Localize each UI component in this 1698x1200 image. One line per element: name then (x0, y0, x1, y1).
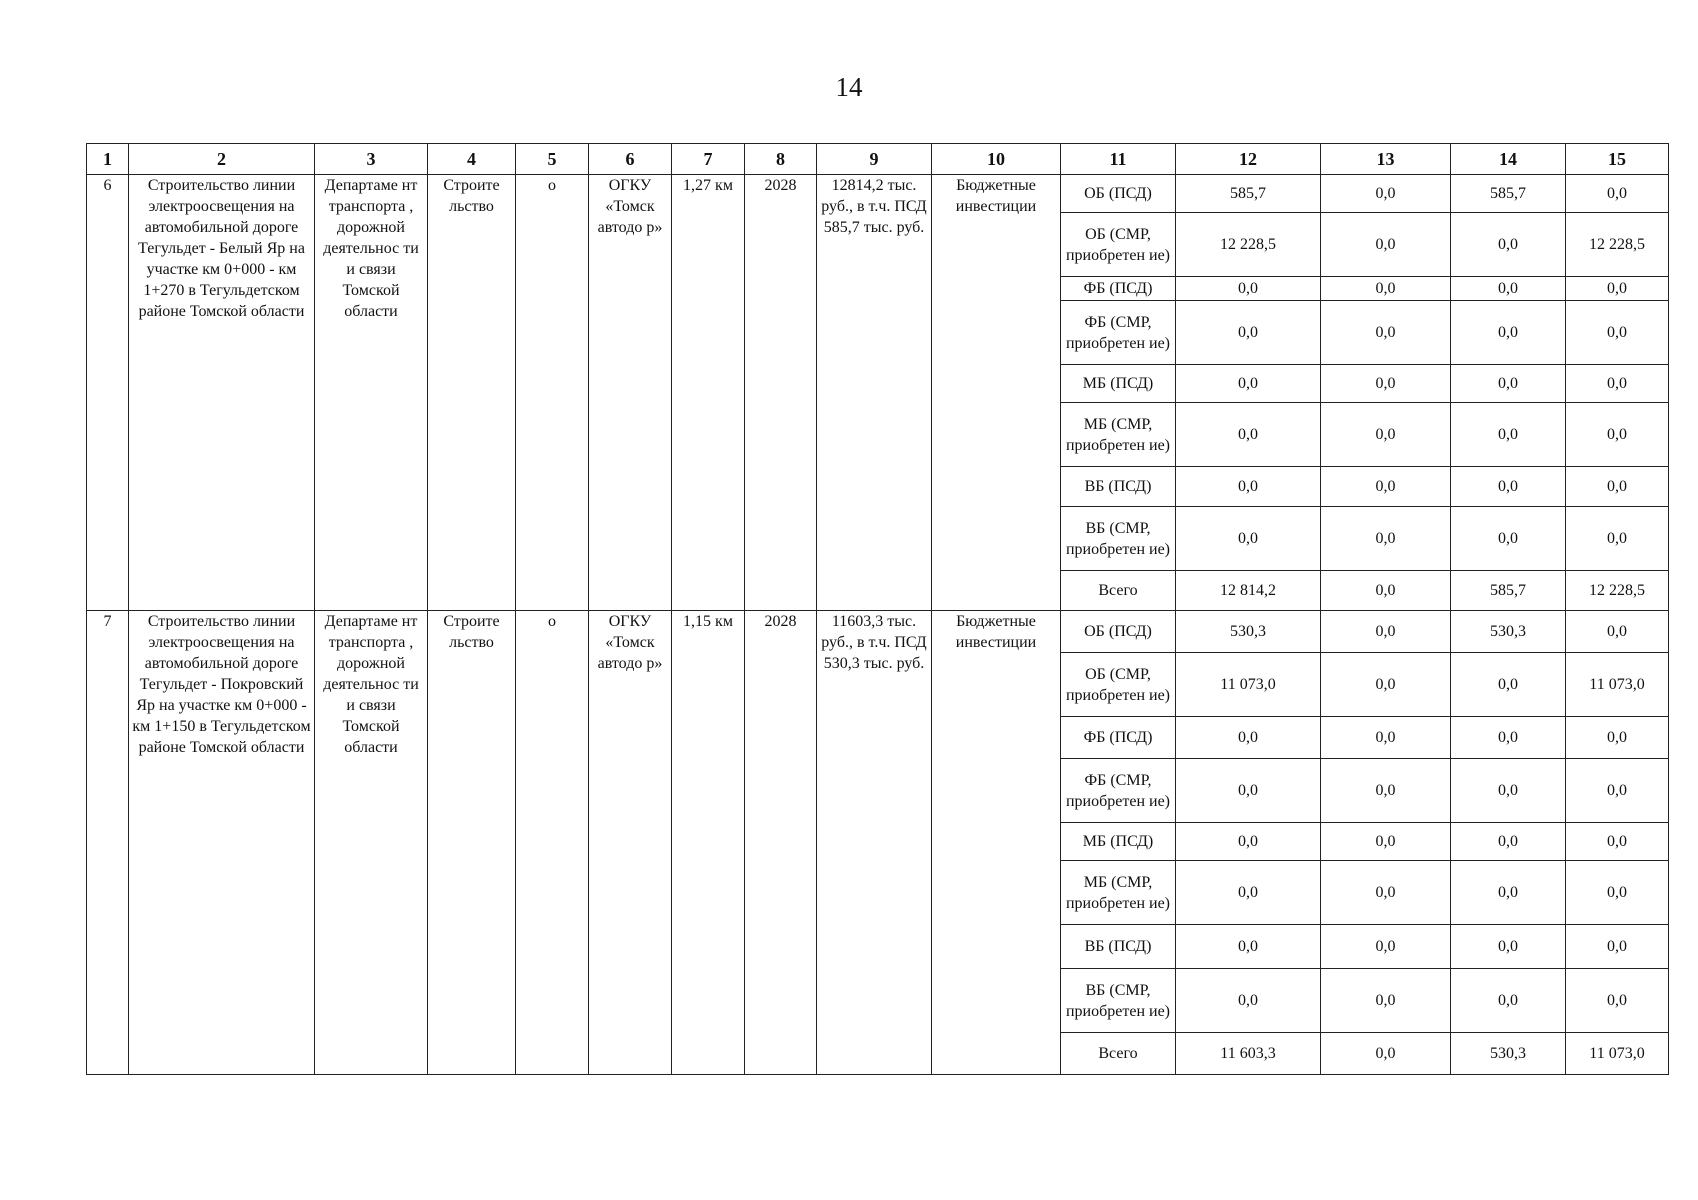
value-col13-cell: 0,0 (1321, 1033, 1451, 1075)
value-col15-cell: 0,0 (1566, 611, 1669, 653)
department-cell: Департаме нт транспорта , дорожной деятельнос ти и связи Томской области (315, 175, 428, 611)
value-col12-cell: 530,3 (1176, 611, 1321, 653)
source-label-cell: ОБ (СМР, приобретен ие) (1061, 213, 1176, 277)
object-name-cell: Строительство линии электроосвещения на автомобильной дороге Тегульдет - Белый Яр на участке км 0+000 - км 1+270 в Тегульдетском районе Томской области (129, 175, 315, 611)
value-col12-cell: 0,0 (1176, 861, 1321, 925)
value-col14-cell: 0,0 (1451, 823, 1566, 861)
financing-form-cell: Бюджетные инвестиции (932, 611, 1061, 1075)
header-cell: 14 (1451, 144, 1566, 175)
header-cell: 12 (1176, 144, 1321, 175)
value-col15-cell: 0,0 (1566, 277, 1669, 301)
value-col14-cell: 530,3 (1451, 1033, 1566, 1075)
header-row (87, 144, 1669, 175)
value-col14-cell: 0,0 (1451, 861, 1566, 925)
value-col15-cell: 12 228,5 (1566, 571, 1669, 611)
cost-cell: 12814,2 тыс. руб., в т.ч. ПСД 585,7 тыс. руб. (817, 175, 932, 611)
value-col13-cell: 0,0 (1321, 571, 1451, 611)
value-col14-cell: 0,0 (1451, 403, 1566, 467)
row-number-cell: 7 (87, 611, 129, 1075)
value-col14-cell: 0,0 (1451, 925, 1566, 969)
value-col15-cell: 0,0 (1566, 507, 1669, 571)
value-col13-cell: 0,0 (1321, 759, 1451, 823)
value-col15-cell: 11 073,0 (1566, 1033, 1669, 1075)
header-cell: 6 (589, 144, 672, 175)
table-row (87, 175, 1669, 213)
row-number-cell: 6 (87, 175, 129, 611)
source-label-cell: ВБ (ПСД) (1061, 467, 1176, 507)
source-label-cell: МБ (ПСД) (1061, 823, 1176, 861)
value-col15-cell: 0,0 (1566, 717, 1669, 759)
value-col14-cell: 0,0 (1451, 969, 1566, 1033)
value-col14-cell: 0,0 (1451, 507, 1566, 571)
source-label-cell: МБ (ПСД) (1061, 365, 1176, 403)
source-label-cell: МБ (СМР, приобретен ие) (1061, 403, 1176, 467)
table-header (87, 144, 1669, 175)
customer-cell: ОГКУ «Томск автодо р» (589, 175, 672, 611)
value-col12-cell: 0,0 (1176, 925, 1321, 969)
source-label-cell: ФБ (ПСД) (1061, 717, 1176, 759)
value-col13-cell: 0,0 (1321, 301, 1451, 365)
source-label-cell: МБ (СМР, приобретен ие) (1061, 861, 1176, 925)
source-label-cell: ФБ (СМР, приобретен ие) (1061, 759, 1176, 823)
value-col13-cell: 0,0 (1321, 213, 1451, 277)
value-col14-cell: 585,7 (1451, 175, 1566, 213)
value-col15-cell: 11 073,0 (1566, 653, 1669, 717)
table-row (87, 611, 1669, 653)
header-cell: 15 (1566, 144, 1669, 175)
value-col14-cell: 0,0 (1451, 653, 1566, 717)
value-col12-cell: 0,0 (1176, 277, 1321, 301)
value-col13-cell: 0,0 (1321, 611, 1451, 653)
source-label-cell: ВБ (СМР, приобретен ие) (1061, 507, 1176, 571)
year-cell: 2028 (745, 611, 817, 1075)
value-col12-cell: 0,0 (1176, 301, 1321, 365)
value-col12-cell: 0,0 (1176, 823, 1321, 861)
source-label-cell: Всего (1061, 1033, 1176, 1075)
header-cell: 10 (932, 144, 1061, 175)
value-col13-cell: 0,0 (1321, 717, 1451, 759)
value-col15-cell: 0,0 (1566, 925, 1669, 969)
source-label-cell: ОБ (СМР, приобретен ие) (1061, 653, 1176, 717)
value-col15-cell: 0,0 (1566, 467, 1669, 507)
length-cell: 1,27 км (672, 175, 745, 611)
value-col13-cell: 0,0 (1321, 467, 1451, 507)
header-cell: 9 (817, 144, 932, 175)
value-col14-cell: 530,3 (1451, 611, 1566, 653)
value-col14-cell: 0,0 (1451, 213, 1566, 277)
investment-table (86, 143, 1669, 1075)
value-col14-cell: 0,0 (1451, 365, 1566, 403)
value-col15-cell: 0,0 (1566, 175, 1669, 213)
value-col15-cell: 0,0 (1566, 861, 1669, 925)
object-name-cell: Строительство линии электроосвещения на автомобильной дороге Тегульдет - Покровский Яр на участке км 0+000 - км 1+150 в Тегульдетском районе Томской области (129, 611, 315, 1075)
value-col12-cell: 11 073,0 (1176, 653, 1321, 717)
table-body (87, 175, 1669, 1075)
value-col15-cell: 0,0 (1566, 759, 1669, 823)
value-col13-cell: 0,0 (1321, 861, 1451, 925)
header-cell: 3 (315, 144, 428, 175)
value-col12-cell: 0,0 (1176, 759, 1321, 823)
length-cell: 1,15 км (672, 611, 745, 1075)
value-col13-cell: 0,0 (1321, 365, 1451, 403)
value-col15-cell: 0,0 (1566, 403, 1669, 467)
header-cell: 11 (1061, 144, 1176, 175)
header-cell: 4 (428, 144, 516, 175)
header-cell: 5 (516, 144, 589, 175)
column5-cell: о (516, 175, 589, 611)
page-number: 14 (835, 72, 863, 102)
value-col14-cell: 585,7 (1451, 571, 1566, 611)
financing-form-cell: Бюджетные инвестиции (932, 175, 1061, 611)
value-col15-cell: 0,0 (1566, 301, 1669, 365)
header-cell: 7 (672, 144, 745, 175)
header-cell: 13 (1321, 144, 1451, 175)
source-label-cell: ОБ (ПСД) (1061, 611, 1176, 653)
source-label-cell: ОБ (ПСД) (1061, 175, 1176, 213)
value-col14-cell: 0,0 (1451, 301, 1566, 365)
work-type-cell: Строите льство (428, 611, 516, 1075)
source-label-cell: ВБ (ПСД) (1061, 925, 1176, 969)
source-label-cell: ФБ (ПСД) (1061, 277, 1176, 301)
value-col12-cell: 0,0 (1176, 365, 1321, 403)
value-col14-cell: 0,0 (1451, 717, 1566, 759)
work-type-cell: Строите льство (428, 175, 516, 611)
value-col13-cell: 0,0 (1321, 823, 1451, 861)
header-cell: 8 (745, 144, 817, 175)
header-cell: 2 (129, 144, 315, 175)
source-label-cell: ФБ (СМР, приобретен ие) (1061, 301, 1176, 365)
value-col13-cell: 0,0 (1321, 653, 1451, 717)
value-col13-cell: 0,0 (1321, 403, 1451, 467)
department-cell: Департаме нт транспорта , дорожной деятельнос ти и связи Томской области (315, 611, 428, 1075)
value-col12-cell: 12 814,2 (1176, 571, 1321, 611)
value-col15-cell: 0,0 (1566, 823, 1669, 861)
cost-cell: 11603,3 тыс. руб., в т.ч. ПСД 530,3 тыс. руб. (817, 611, 932, 1075)
value-col12-cell: 0,0 (1176, 507, 1321, 571)
value-col14-cell: 0,0 (1451, 277, 1566, 301)
value-col12-cell: 11 603,3 (1176, 1033, 1321, 1075)
value-col12-cell: 12 228,5 (1176, 213, 1321, 277)
value-col13-cell: 0,0 (1321, 925, 1451, 969)
value-col13-cell: 0,0 (1321, 277, 1451, 301)
value-col12-cell: 0,0 (1176, 403, 1321, 467)
year-cell: 2028 (745, 175, 817, 611)
source-label-cell: Всего (1061, 571, 1176, 611)
header-cell: 1 (87, 144, 129, 175)
value-col14-cell: 0,0 (1451, 467, 1566, 507)
value-col13-cell: 0,0 (1321, 175, 1451, 213)
value-col12-cell: 0,0 (1176, 969, 1321, 1033)
value-col13-cell: 0,0 (1321, 507, 1451, 571)
value-col12-cell: 0,0 (1176, 717, 1321, 759)
column5-cell: о (516, 611, 589, 1075)
value-col13-cell: 0,0 (1321, 969, 1451, 1033)
value-col12-cell: 0,0 (1176, 467, 1321, 507)
value-col15-cell: 12 228,5 (1566, 213, 1669, 277)
source-label-cell: ВБ (СМР, приобретен ие) (1061, 969, 1176, 1033)
customer-cell: ОГКУ «Томск автодо р» (589, 611, 672, 1075)
value-col14-cell: 0,0 (1451, 759, 1566, 823)
value-col12-cell: 585,7 (1176, 175, 1321, 213)
value-col15-cell: 0,0 (1566, 969, 1669, 1033)
value-col15-cell: 0,0 (1566, 365, 1669, 403)
